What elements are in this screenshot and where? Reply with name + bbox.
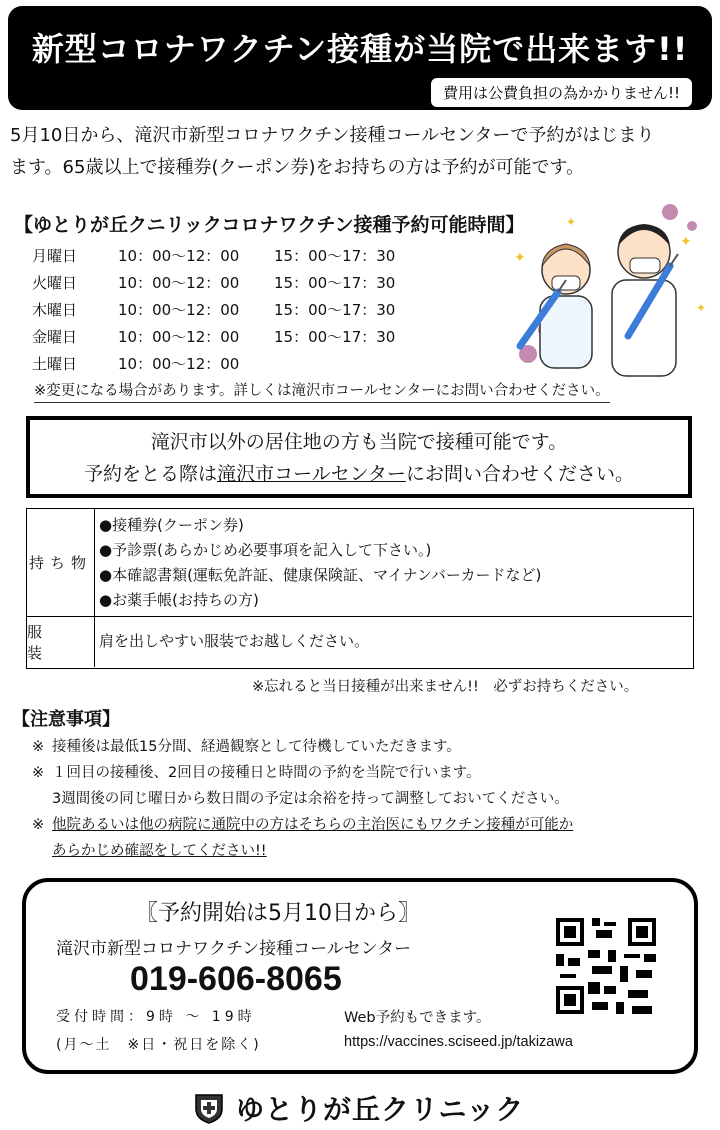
intro-text [10, 120, 710, 184]
note-text: 他院あるいは他の病院に通院中の方はそちらの主治医にもワクチン接種が可能か [52, 817, 574, 833]
note-item [32, 812, 573, 838]
web-reservation-text: Web予約もできます。 [344, 1010, 491, 1026]
note-mark: ※ [32, 765, 45, 781]
svg-text:✦: ✦ [514, 250, 526, 266]
header-banner [8, 6, 712, 110]
reception-days: (月〜土 ※日・祝日を除く) [56, 1037, 261, 1053]
items-list [99, 513, 541, 613]
items-row [27, 509, 692, 617]
call-center-link[interactable]: 滝沢市コールセンター [217, 463, 406, 485]
notes-list [32, 734, 573, 864]
hours-row [32, 242, 414, 269]
svg-text:✦: ✦ [680, 234, 692, 250]
hours-day: 月曜日 [32, 247, 78, 265]
hours-row [32, 269, 414, 296]
clinic-crest-icon [192, 1091, 226, 1125]
note-item [32, 734, 573, 760]
clinic-name: ゆとりが丘クリニック [236, 1093, 525, 1126]
call-center-box [22, 878, 698, 1074]
forget-note: ※忘れると当日接種が出来ません!! 必ずお持ちください。 [252, 679, 639, 695]
reception-hours: 受付時間：9時 〜 19時 [56, 1009, 256, 1025]
info-line-1: 滝沢市以外の居住地の方も当院で接種可能です。 [150, 431, 568, 453]
reservation-start: 〖予約開始は5月10日から〗 [136, 901, 420, 926]
hours-day: 土曜日 [32, 355, 78, 373]
hours-row [32, 350, 414, 377]
hours-pm: 15：00〜17：30 [274, 247, 396, 265]
svg-text:✦: ✦ [566, 215, 577, 229]
items-table [26, 508, 694, 669]
note-mark: ※ [32, 817, 45, 833]
hours-am: 10：00〜12：00 [118, 355, 240, 373]
hours-day: 木曜日 [32, 301, 78, 319]
hours-am: 10：00〜12：00 [118, 301, 240, 319]
info-text: 予約をとる際は [84, 463, 218, 485]
note-text: あらかじめ確認をしてください!! [52, 843, 267, 859]
hours-row [32, 296, 414, 323]
virus-icon [662, 204, 678, 220]
notes-title: 【注意事項】 [12, 709, 120, 730]
hours-day: 金曜日 [32, 328, 78, 346]
note-mark: ※ [32, 739, 45, 755]
hours-day: 火曜日 [32, 274, 78, 292]
note-text: 接種後は最低15分間、経過観察として待機していただきます。 [52, 739, 461, 755]
hours-pm: 15：00〜17：30 [274, 328, 396, 346]
other-residents-box [26, 416, 692, 498]
hours-pm: 15：00〜17：30 [274, 301, 396, 319]
intro-line-1: 5月10日から、滝沢市新型コロナワクチン接種コールセンターで予約がはじまり [10, 125, 655, 146]
list-item: ●本確認書類(運転免許証、健康保険証、マイナンバーカードなど) [99, 566, 542, 584]
qr-code-icon[interactable] [552, 914, 660, 1018]
note-text: １回目の接種後、2回目の接種日と時間の予約を当院で行います。 [52, 765, 481, 781]
clothing-row [27, 617, 692, 667]
reservation-url[interactable]: https://vaccines.sciseed.jp/takizawa [344, 1034, 573, 1050]
clothing-text: 肩を出しやすい服装でお越しください。 [99, 632, 370, 650]
note-item [32, 760, 573, 786]
list-item: ●予診票(あらかじめ必要事項を記入して下さい。) [99, 541, 432, 559]
info-line-2 [30, 458, 688, 490]
intro-line-2: ます。65歳以上で接種券(クーポン券)をお持ちの方は予約が可能です。 [10, 157, 585, 178]
clothing-label: 服装 [27, 617, 95, 667]
phone-number[interactable]: 019-606-8065 [130, 960, 342, 998]
hours-change-note: ※変更になる場合があります。詳しくは滝沢市コールセンターにお問い合わせください。 [34, 379, 610, 403]
medical-staff-illustration [500, 196, 710, 380]
list-item: ●接種券(クーポン券) [99, 516, 244, 534]
call-center-name: 滝沢市新型コロナワクチン接種コールセンター [56, 939, 412, 959]
hours-title: 【ゆとりが丘クニリックコロナワクチン接種予約可能時間】 [14, 214, 525, 236]
hours-am: 10：00〜12：00 [118, 247, 240, 265]
info-text: にお問い合わせください。 [405, 463, 634, 485]
clinic-logo [192, 1088, 524, 1128]
hours-table [32, 242, 414, 377]
items-label: 持ち物 [27, 509, 95, 616]
cost-badge: 費用は公費負担の為かかりません!! [431, 78, 692, 107]
virus-icon [687, 221, 697, 231]
hours-am: 10：00〜12：00 [118, 328, 240, 346]
note-text: 3週間後の同じ曜日から数日間の予定は余裕を持って調整しておいてください。 [52, 791, 569, 807]
list-item: ●お薬手帳(お持ちの方) [99, 591, 259, 609]
page-title: 新型コロナワクチン接種が当院で出来ます!! [31, 30, 689, 68]
svg-text:✦: ✦ [696, 301, 707, 315]
hours-row [32, 323, 414, 350]
hours-am: 10：00〜12：00 [118, 274, 240, 292]
hours-pm: 15：00〜17：30 [274, 274, 396, 292]
